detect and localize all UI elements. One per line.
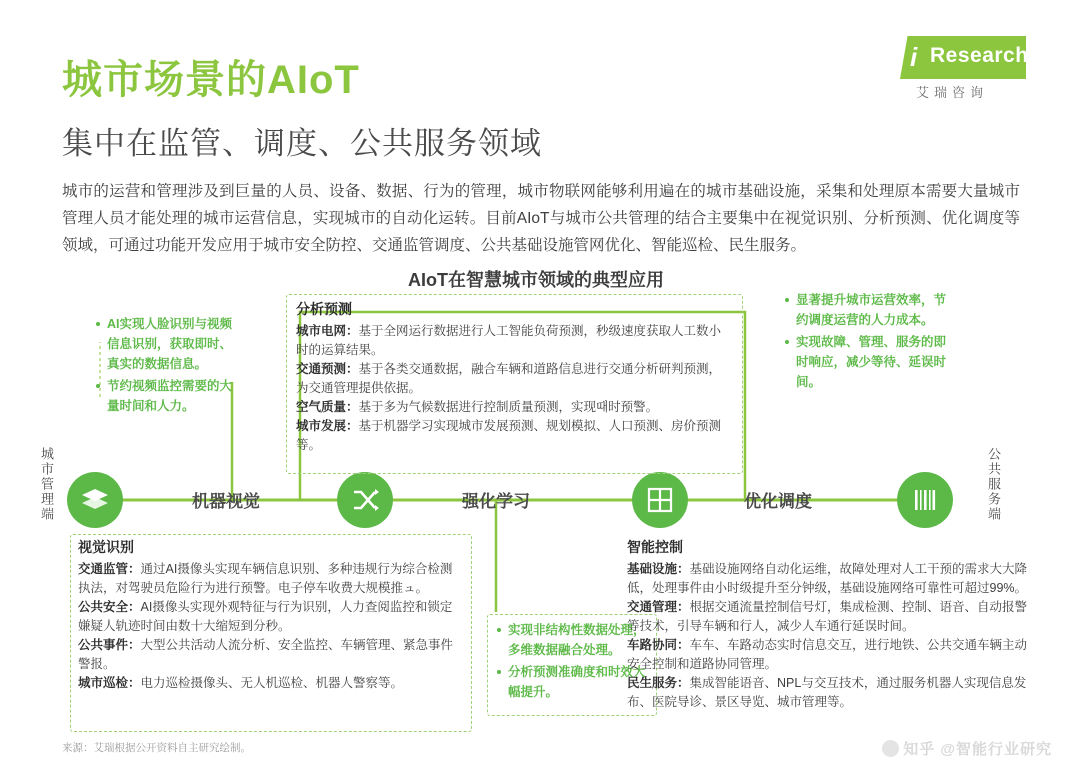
panel-row [78,560,462,598]
panel-row-term: 公共事件： [78,638,141,652]
iresearch-logo [900,36,1029,102]
panel-analysis-prediction [296,300,732,455]
node-label-optimized-dispatch: 优化调度 [744,492,812,511]
panel-row [627,674,1037,712]
callout-vision-benefits [96,314,236,418]
logo-i-letter: i [910,42,918,72]
panel-row [78,674,462,693]
panel-row [296,360,732,398]
panel-row-desc: 大型公共活动人流分析、安全监控、车辆管理、紧急事件警报。 [78,638,454,671]
panel-row [296,398,732,417]
callout-item: 实现非结构性数据处理，多维数据融合处理。 [497,620,649,660]
panel-intelligent-control [627,538,1037,712]
panel-row [296,417,732,455]
panel-title: 智能控制 [627,539,683,555]
diagram-title: AIoT在智慧城市领域的典型应用 [408,270,664,290]
panel-row-desc: 基于多为气候数据进行控制质量预测，实现때时预警。 [358,400,659,414]
node-label-machine-vision: 机器视觉 [192,492,260,511]
diagram-canvas [0,282,1072,752]
node-public-service-icon-circle[interactable] [897,472,953,528]
watermark [882,738,1052,759]
intro-paragraph: 城市的运营和管理涉及到巨量的人员、设备、数据、行为的管理，城市物联网能够利用遍在的城市基础设施，采集和处理原本需要大量城市管理人员才能处理的城市运营信息，实现城市的自动化运转。目前AIoT与城市公共管理的结合主要集中在视觉识别、分析预测、优化调度等领域，可通过功能开发应用于城市安全防控、交通监管调度、公共基础设施管网优化、智能巡检、民生服务。 [62,183,1020,254]
callout-item: 实现故障、管理、服务的即时响应，减少等待、延误时间。 [785,332,953,392]
layers-icon [80,485,110,515]
axis-label-city-management: 城市管理端 [39,447,54,522]
panel-visual-recognition [78,538,462,693]
panel-row [627,560,1037,598]
panel-row-desc: 基于全网运行数据进行人工智能负荷预测，秒级速度获取人工数小时的运算结果。 [296,324,722,357]
panel-row-desc: 根据交通流量控制信号灯，集成检测、控制、语音、自动报警等技术，引导车辆和行人，减少人车通行延误时间。 [627,600,1028,633]
page-title: 城市场景的AIoT [62,58,360,102]
panel-row-desc: AI摄像头实现外观特征与行为识别，人力查阅监控和锁定嫌疑人轨迹时间由数十大缩短到分秒。 [78,600,453,633]
panel-row-desc: 通过AI摄像头实现车辆信息识别、多种违规行为综合检测执法，对驾驶员危险行为进行预警。电子停车收费大规模推ュ。 [78,562,453,595]
panel-row [296,322,732,360]
logo-research-text: Research [930,44,1029,67]
panel-row-desc: 电力巡检摄像头、无人机巡检、机器人警察等。 [140,676,404,690]
panel-row-desc: 集成智能语音、NPL与交互技术，通过服务机器人实现信息发布、医院导诊、景区导览、城市管理等。 [627,676,1027,709]
panel-row-term: 交通监管： [78,562,141,576]
panel-row-term: 民生服务： [627,676,690,690]
barcode-icon [912,487,938,513]
grid-icon [646,486,674,514]
panel-row-term: 空气质量： [296,400,359,414]
panel-row-term: 城市电网： [296,324,359,338]
panel-row [78,598,462,636]
node-reinforcement-learning-icon-circle[interactable] [337,472,393,528]
panel-row-term: 公共安全： [78,600,141,614]
panel-title: 视觉识别 [78,539,134,555]
panel-row-desc: 基础设施网络自动化运维，故障处理对人工干预的需求大大降低，处理事件由小时级提升至分钟级，基础设施网络可靠性可超过99%。 [627,562,1028,595]
shuffle-icon [351,486,379,514]
watermark-text: 知乎 @智能行业研究 [903,741,1052,758]
callout-item: 节约视频监控需要的大量时间和人力。 [96,376,236,416]
node-machine-vision-icon-circle[interactable] [67,472,123,528]
panel-title: 分析预测 [296,301,352,317]
panel-row-desc: 车车、车路动态实时信息交互，进行地铁、公共交通车辆主动安全控制和道路协同管理。 [627,638,1028,671]
callout-item: AI实现人脸识别与视频信息识别，获取即时、真实的数据信息。 [96,314,236,374]
source-note: 来源：艾瑞根据公开资料自主研究绘制。 [62,742,251,754]
node-intelligent-control-icon-circle[interactable] [632,472,688,528]
callout-dispatch-benefits [785,290,953,394]
panel-row-term: 城市巡检： [78,676,141,690]
panel-row-term: 交通预测： [296,362,359,376]
panel-row-desc: 基于各类交通数据，融合车辆和道路信息进行交通分析研判预测，为交通管理提供依据。 [296,362,722,395]
panel-row-term: 车路协同： [627,638,690,652]
node-label-reinforcement-learning: 强化学习 [462,492,530,511]
panel-row [627,598,1037,636]
page-subtitle: 集中在监管、调度、公共服务领域 [62,126,542,161]
axis-label-public-service: 公共服务端 [986,447,1001,522]
panel-row [78,636,462,674]
panel-row-term: 基础设施： [627,562,690,576]
callout-item: 分析预测准确度和时效大幅提升。 [497,662,649,702]
panel-row-term: 城市发展： [296,419,359,433]
watermark-avatar-icon [882,740,899,757]
panel-row-term: 交通管理： [627,600,690,614]
panel-row-desc: 基于机器学习实现城市发展预测、规划模拟、人口预测、房价预测等。 [296,419,722,452]
panel-row [627,636,1037,674]
logo-chinese-name: 艾瑞咨询 [916,85,989,100]
callout-item: 显著提升城市运营效率，节约调度运营的人力成本。 [785,290,953,330]
